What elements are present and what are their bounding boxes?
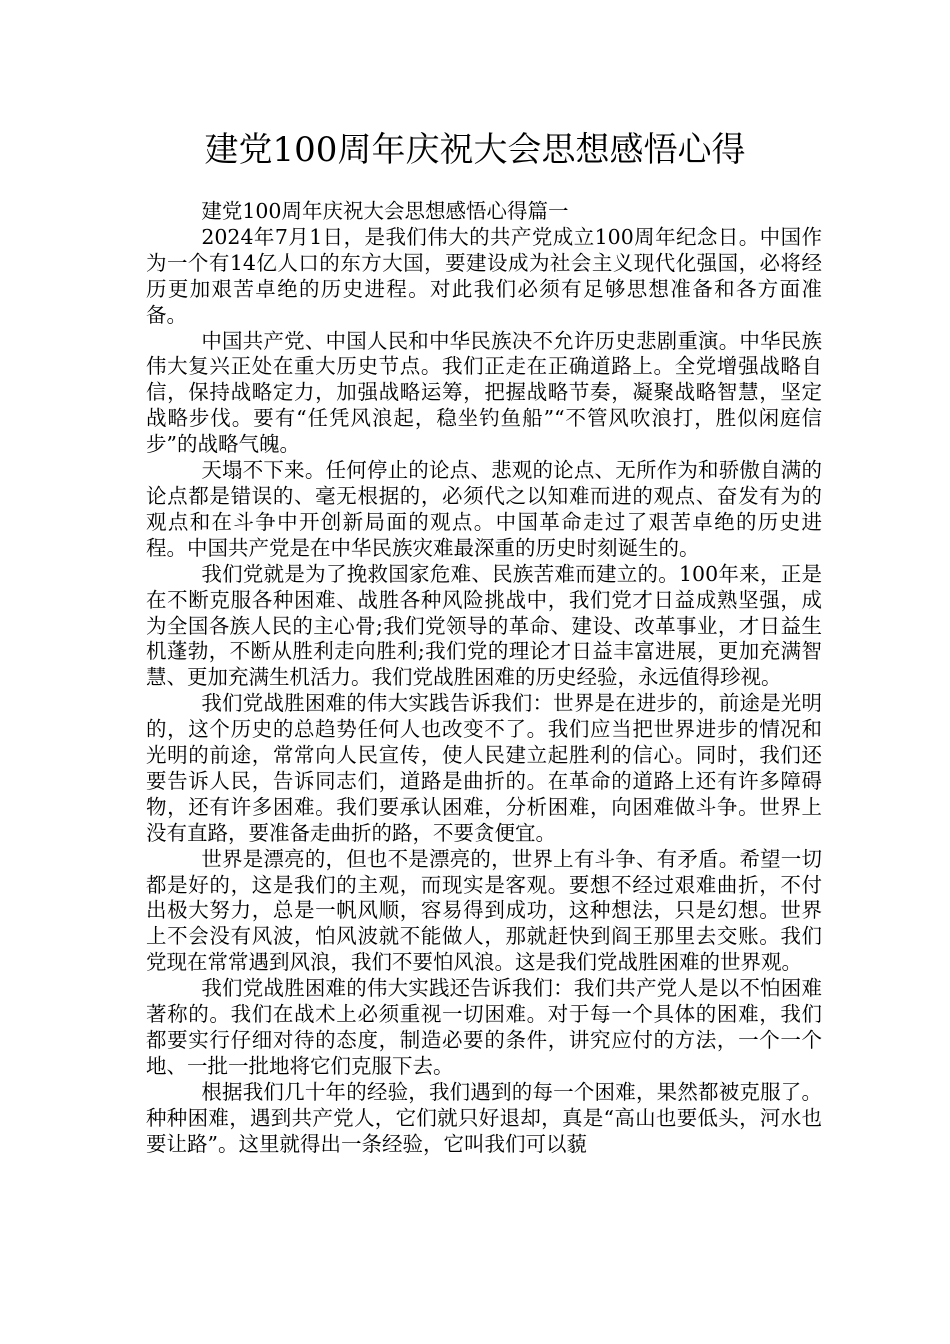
paragraph-2: 中国共产党、中国人民和中华民族决不允许历史悲剧重演。中华民族伟大复兴正处在重大历史节点。我们正走在正确道路上。全党增强战略自信，保持战略定力，加强战略运筹，把握战略节奏，凝聚战略智慧，坚定战略步伐。要有“任凭风浪起，稳坐钓鱼船”“不管风吹浪打，胜似闲庭信步”的战略气魄。 — [146, 328, 822, 457]
paragraph-6: 世界是漂亮的，但也不是漂亮的，世界上有斗争、有矛盾。希望一切都是好的，这是我们的主观，而现实是客观。要想不经过艰难曲折，不付出极大努力，总是一帆风顺，容易得到成功，这种想法，只是幻想。世界上不会没有风波，怕风波就不能做人，那就赶快到阎王那里去交账。我们党现在常常遇到风浪，我们不要怕风浪。这是我们党战胜困难的世界观。 — [146, 846, 822, 975]
paragraph-8: 根据我们几十年的经验，我们遇到的每一个困难，果然都被克服了。种种困难，遇到共产党人，它们就只好退却，真是“高山也要低头，河水也要让路”。这里就得出一条经验，它叫我们可以藐 — [146, 1079, 822, 1156]
paragraph-5: 我们党战胜困难的伟大实践告诉我们：世界是在进步的，前途是光明的，这个历史的总趋势任何人也改变不了。我们应当把世界进步的情况和光明的前途，常常向人民宣传，使人民建立起胜利的信心。同时，我们还要告诉人民，告诉同志们，道路是曲折的。在革命的道路上还有许多障碍物，还有许多困难。我们要承认困难，分析困难，向困难做斗争。世界上没有直路，要准备走曲折的路，不要贪便宜。 — [146, 691, 822, 845]
paragraph-4: 我们党就是为了挽救国家危难、民族苦难而建立的。100年来，正是在不断克服各种困难、战胜各种风险挑战中，我们党才日益成熟坚强，成为全国各族人民的主心骨;我们党领导的革命、建设、改革事业，才日益生机蓬勃，不断从胜利走向胜利;我们党的理论才日益丰富进展，更加充满智慧、更加充满生机活力。我们党战胜困难的历史经验，永远值得珍视。 — [146, 561, 822, 690]
document-body — [146, 199, 822, 1158]
paragraph-1: 2024年7月1日，是我们伟大的共产党成立100周年纪念日。中国作为一个有14亿人口的东方大国，要建设成为社会主义现代化强国，必将经历更加艰苦卓绝的历史进程。对此我们必须有足够思想准备和各方面准备。 — [146, 224, 822, 327]
paragraph-7: 我们党战胜困难的伟大实践还告诉我们：我们共产党人是以不怕困难著称的。我们在战术上必须重视一切困难。对于每一个具体的困难，我们都要实行仔细对待的态度，制造必要的条件，讲究应付的方法，一个一个地、一批一批地将它们克服下去。 — [146, 976, 822, 1078]
paragraph-3: 天塌不下来。任何停止的论点、悲观的论点、无所作为和骄傲自满的论点都是错误的、毫无根据的，必须代之以知难而进的观点、奋发有为的观点和在斗争中开创新局面的观点。中国革命走过了艰苦卓绝的历史进程。中国共产党是在中华民族灾难最深重的历史时刻诞生的。 — [146, 458, 822, 560]
section-heading: 建党100周年庆祝大会思想感悟心得篇一 — [201, 199, 569, 223]
document-title: 建党100周年庆祝大会思想感悟心得 — [204, 130, 746, 170]
